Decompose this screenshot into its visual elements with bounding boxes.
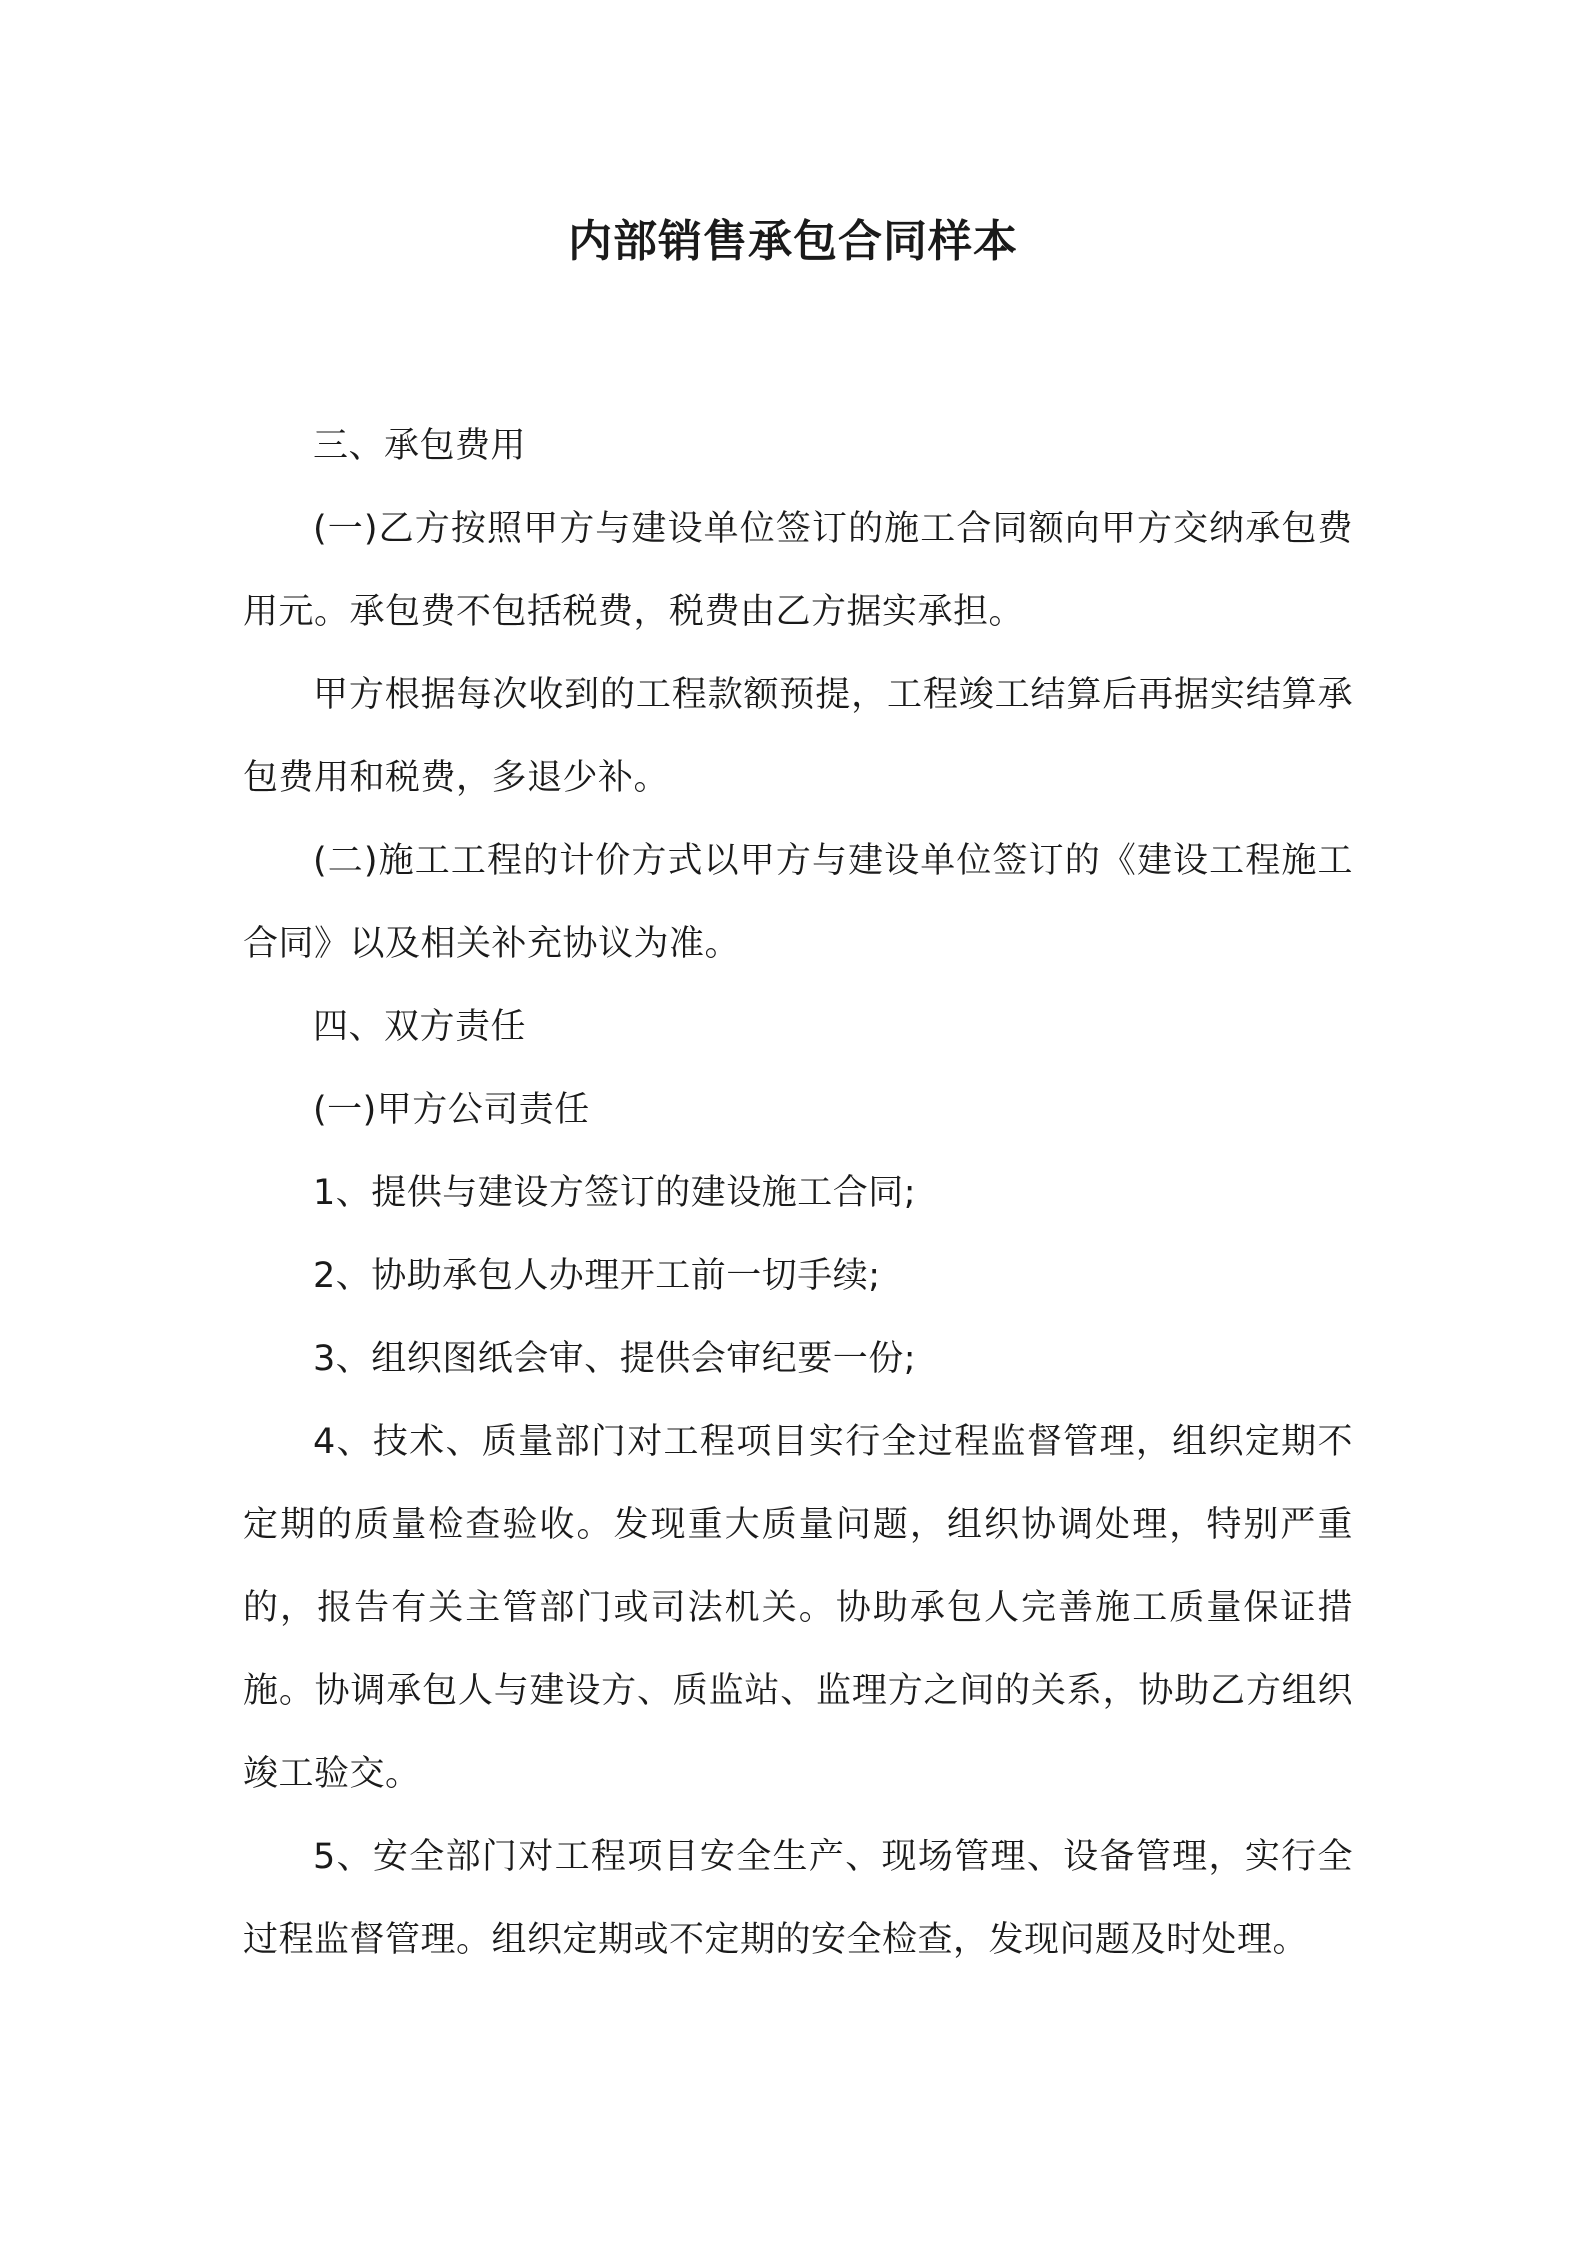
document-title: 内部销售承包合同样本 [568,216,1018,267]
subheading-party-a-duties: (一)甲方公司责任 [313,1090,590,1130]
list-item-4: 4、技术、质量部门对工程项目实行全过程监督管理，组织定期不定期的质量检查验收。发现重大质量问题，组织协调处理，特别严重的，报告有关主管部门或司法机关。协助承包人完善施工质量保证措施。协调承包人与建设方、质监站、监理方之间的关系，协助乙方组织竣工验交。 [243,1422,1353,1794]
paragraph-fee-settlement: 甲方根据每次收到的工程款额预提，工程竣工结算后再据实结算承包费用和税费，多退少补。 [243,675,1353,798]
paragraph-pricing-method: (二)施工工程的计价方式以甲方与建设单位签订的《建设工程施工合同》以及相关补充协议为准。 [243,841,1353,964]
document-body [243,405,1353,1982]
paragraph-fee-payment: (一)乙方按照甲方与建设单位签订的施工合同额向甲方交纳承包费用元。承包费不包括税费，税费由乙方据实承担。 [243,509,1353,632]
section-heading-fees: 三、承包费用 [313,426,527,466]
list-item-1: 1、提供与建设方签订的建设施工合同; [313,1173,917,1213]
list-item-2: 2、协助承包人办理开工前一切手续; [313,1256,881,1296]
section-heading-responsibilities: 四、双方责任 [313,1007,527,1047]
list-item-3: 3、组织图纸会审、提供会审纪要一份; [313,1339,917,1379]
list-item-5: 5、安全部门对工程项目安全生产、现场管理、设备管理，实行全过程监督管理。组织定期或不定期的安全检查，发现问题及时处理。 [243,1837,1353,1960]
